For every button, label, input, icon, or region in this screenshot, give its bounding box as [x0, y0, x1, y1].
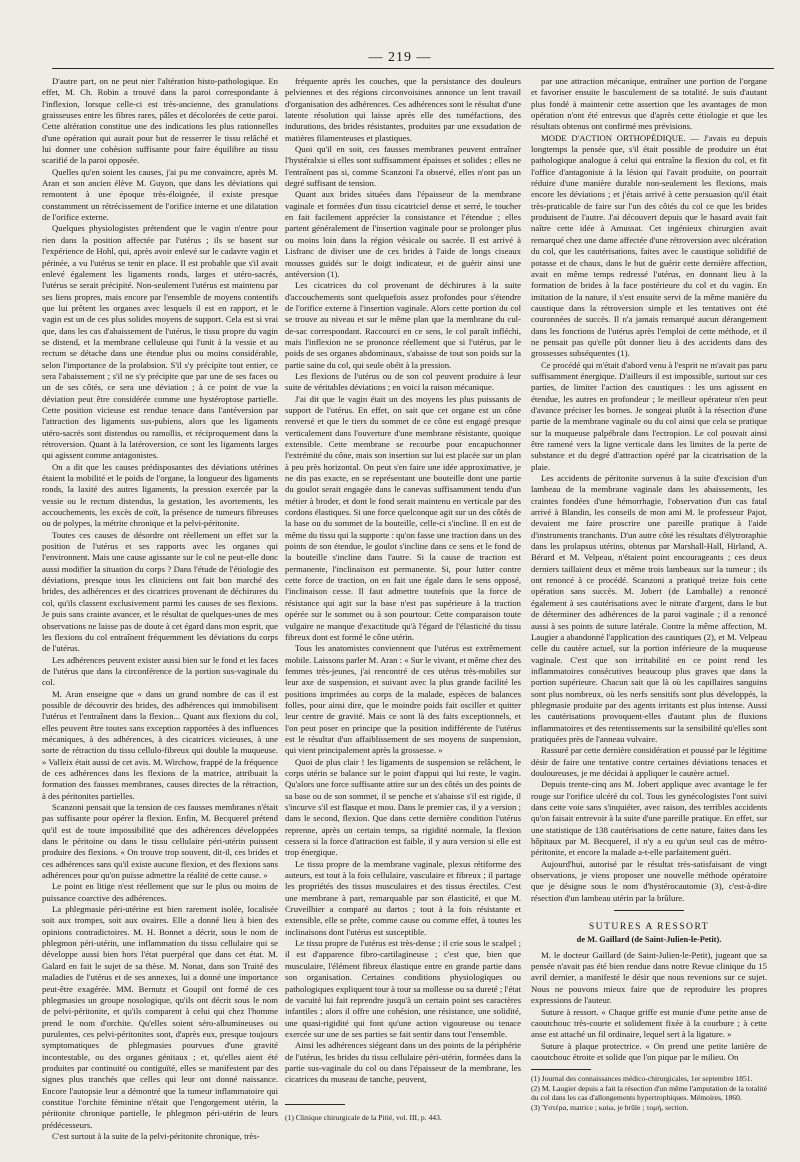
- column-left: [42, 76, 278, 1141]
- paragraph: C'est surtout à la suite de la pelvi-péritonite chronique, très-: [52, 1130, 260, 1141]
- paragraph: On a dit que les causes prédisposantes des déviations utérines étaient la mobilité et le poids de l'organe, la longueur des ligaments ronds, la laxité des autres ligaments, la pression exercée par la vessie ou le rectum distendus, la gestation, les avortements, les accouchements, les excès de coït, la présence de tumeurs fibreuses ou de polypes, la métrite chronique et la pelvi-péritonite.: [42, 461, 278, 529]
- paragraph: D'autre part, on ne peut nier l'altération histo-pathologique. En effet, M. Ch. Robin a trouvé dans la paroi correspondante à l'inflexion, lorsque celle-ci est très-ancienne, des granulations graisseuses entre les fibres rares, pâles et décolorées de cette paroi. Cette altération constitue une des indications les plus rationnelles d'une opération qui aurait pour but de resserrer le tissu relâché et lui donner une cohésion suffisante pour faire équilibre au tissu scarifié de la paroi opposée.: [42, 76, 278, 166]
- paragraph: Quoi de plus clair ! les ligaments de suspension se relâchent, le corps utérin se balance sur le point d'appui qui lui reste, le vagin. Qu'alors une force suffisante attire sur un des côtés un des points de sa base ou de son sommet, il se penche et s'abaisse s'il est rigide, il s'incurve s'il est flasque et mou. Dans le premier cas, il y a version ; dans le second, flexion. Que dans cette dernière condition l'utérus reprenne, après un certain temps, sa rigidité normale, la flexion cessera si la force d'attraction est faible, il y aura version si elle est trop énergique.: [285, 756, 521, 858]
- paragraph: Scanzoni pensait que la tension de ces fausses membranes n'était pas suffisante pour opérer la flexion. Enfin, M. Becquerel prétend qu'il est de toute impossibilité que des adhérences développées dans le péritoine ou dans le tissu cellulaire péri-utérin puissent produire des flexions. « On trouve trop souvent, dit-il, ces brides et ces adhérences sans qu'il existe aucune flexion, et des flexions sans adhérences pour qu'on puisse admettre la réalité de cette cause. »: [42, 802, 278, 881]
- footnote: (2) M. Laugier depuis a fait la résection d'un même l'amputation de la totalité du col dans les cas d'allongements hypertrophiques. Mémoires, 1860.: [531, 1083, 767, 1103]
- footnote: (1) Clinique chirurgicale de la Pitié, vol. III, p. 443.: [285, 1112, 442, 1122]
- footnote-block-middle: [285, 1098, 521, 1130]
- paragraph: Quelques physiologistes prétendent que le vagin n'entre pour rien dans la position affectée par l'utérus ; ils se basent sur l'expérience de Hohl, qui, après avoir enlevé sur le cadavre vagin et périnée, a vu l'utérus se tenir en place. Il est probable que s'il avait enlevé également les ligaments ronds, larges et utéro-sacrés, l'utérus se serait précipité. Non-seulement l'utérus est maintenu par ses liens propres, mais encore par l'ensemble de moyens contentifs que lui prêtent les organes avec lesquels il est en rapport, et le vagin est un de ces plus solides moyens de support. Cela est si vrai que, dans les cas d'abaissement de l'utérus, le tissu propre du vagin se distend, et la membrane celluleuse qui l'unit à la vessie et au rectum se détache dans une étendue plus ou moins considérable, selon l'importance de la prolabsion. S'il s'y précipite tout entier, ce sera l'abaissement ; s'il ne s'y précipite que par une de ses faces ou un de ses côtés, ce sera une déviation ; à ce point de vue la déviation peut être considérée comme une hystéroptose partielle. Cette position vicieuse est rendue tenace dans l'antéversion par l'attraction des ligaments sus-pubiens, alors que les ligaments utéro-sacrés sont distendus ou ramollis, et réciproquement dans la rétroversion. Quant à la latéroversion, ce sont les ligaments larges qui agissent comme antagonistes.: [42, 223, 278, 461]
- paragraph: Tous les anatomistes conviennent que l'utérus est extrêmement mobile. Laissons parler M. Aran : « Sur le vivant, et même chez des femmes très-jeunes, j'ai rencontré de ces utérus très-mobiles sur leur axe de suspension, et suivant avec la plus grande facilité les positions imprimées au corps de la malade, espèces de balances folles, pour ainsi dire, que le moindre poids fait osciller et quitter leur centre de gravité. Mais ce sont là des faits exceptionnels, et l'on peut poser en principe que la position indifférente de l'utérus est le résultat d'un affaiblissement de ses moyens de suspension, qui vient principalement après la grossesse. »: [285, 643, 521, 756]
- paragraph: Le point en litige n'est réellement que sur le plus ou moins de puissance coarctive des adhérences.: [42, 881, 278, 903]
- header-rule: [52, 68, 774, 69]
- paragraph: Rassuré par cette dernière considération et poussé par le légitime désir de faire une tentative contre certaines déviations tenaces et douloureuses, je me décidai à appliquer le cautère actuel.: [531, 745, 767, 778]
- paragraph: Les cicatrices du col provenant de déchirures à la suite d'accouchements sont quelquefois assez profondes pour s'étendre de l'orifice externe à l'insertion vaginale. Alors cette portion du col se trouve au niveau et sur le même plan que la membrane du cul-de-sac correspondant. Raccourci en ce sens, le col paraît infléchi, mais l'inflexion ne se prononce réellement que si l'utérus, par le poids de ses organes abdominaux, s'abaisse de tout son poids sur la partie saine du col, qui seule obéit à la pression.: [285, 280, 521, 370]
- footnote: (1) Journal des connaissances médico-chirurgicales, 1er septembre 1851.: [531, 1074, 753, 1084]
- paragraph: Quant aux brides situées dans l'épaisseur de la membrane vaginale et formées d'un tissu cicatriciel dense et serré, le toucher en fait facilement apprécier la consistance et l'étendue ; elles partent généralement de l'insertion vaginale pour se prolonger plus ou moins loin dans la région vésicale ou sacrée. Il est arrivé à Lisfranc de diviser une de ces brides à l'aide de longs ciseaux mousses guidés sur le doigt indicateur, et de guérir ainsi une antéversion (1).: [285, 189, 521, 279]
- paragraph: Suture à ressort. « Chaque griffe est munie d'une petite anse de caoutchouc très-courte et solidement fixée à la courbure ; à cette anse est attaché un fil ordinaire, lequel sert à la ligature. »: [531, 1006, 767, 1040]
- paragraph: Quoi qu'il en soit, ces fausses membranes peuvent entraîner l'hystéralxie si elles sont suffisamment épaisses et solides ; elles ne l'entraînent pas si, comme Scanzoni l'a observé, elles n'ont pas un degré suffisant de tension.: [285, 144, 521, 189]
- column-middle: [285, 76, 521, 1085]
- paragraph: Suture à plaque protectrice. « On prend une petite lanière de caoutchouc étroite et solide que l'on pique par le milieu. On: [531, 1040, 767, 1062]
- paragraph: Les flexions de l'utérus ou de son col peuvent produire à leur suite de véritables déviations ; en voici la raison mécanique.: [285, 370, 521, 393]
- section-divider: [614, 910, 684, 911]
- paragraph: Les accidents de péritonite survenus à la suite d'excision d'un lambeau de la membrane vaginale dans les abaissements, les craintes fondées d'une hémorrhagie, l'observation d'un cas fatal arrivé à Blandin, les conseils de mon ami M. le professeur Pajot, devaient me faire proscrire une pareille pratique à l'aide d'instruments tranchants. D'un autre côté les résultats d'élytroraphie dans les prolapsus utérins, obtenus par Marshall-Hall, Hirland, A. Bérard et M. Velpeau, n'étaient point encourageants ; ces deux derniers taillaient deux et même trois lambeaux sur la tumeur ; ils ont renoncé à ce procédé. Scanzoni a pratiqué treize fois cette opération sans succès. M. Jobert (de Lamballe) a renoncé également à ses cautérisations avec le nitrate d'argent, dans le but de déterminer des adhérences de la paroi vaginale ; il a renoncé aussi à ses points de suture latérale. Contre la même affection, M. Laugier a abandonné l'application des caustiques (2), et M. Velpeau celle du cautère actuel, sur la portion inférieure de la muqueuse vaginale. C'est que son irritabilité en ce point rend les inflammatoires consécutives beaucoup plus graves que dans la portion supérieure. Chacun sait que là où les capillaires sanguins sont plus nombreux, où les nerfs sensitifs sont plus développés, la phlegmasie produite par des agents irritants est plus intense. Aussi les cautérisations provoquent-elles d'autant plus de fluxions inflammatoires et des retentissements sur la sensibilité qu'elles sont pratiquées près de l'anneau vulvaire.: [531, 473, 767, 744]
- footnote-rule: [285, 1104, 345, 1105]
- paragraph: Les adhérences peuvent exister aussi bien sur le fond et les faces de l'utérus que dans la circonférence de la portion sus-vaginale du col.: [42, 654, 278, 688]
- paragraph: Ce procédé qui m'était d'abord venu à l'esprit ne m'avait pas paru suffisamment énergique. D'ailleurs il est impossible, surtout sur ces parties, de limiter l'action des caustiques : les uns agissent en étendue, les autres en profondeur ; le meilleur opérateur n'en peut d'avance préciser les bornes. Je songeai plutôt à la résection d'une partie de la membrane vaginale ou du col ainsi que cela se pratique sur la muqueuse palpébrale dans l'ectropion. Le col pouvait ainsi être ramené vers la ligne verticale dans les limites de la perte de substance et du degré d'attraction opéré par la cicatrisation de la plaie.: [531, 359, 767, 472]
- footnote: (3) Ὑστέρα, matrice ; καίω, je brûle ; τομή, section.: [531, 1102, 689, 1112]
- section-heading: SUTURES A RESSORT: [588, 921, 710, 933]
- paragraph: par une attraction mécanique, entraîner une portion de l'organe et favoriser ensuite le basculement de sa totalité. Je suis d'autant plus fondé à maintenir cette assertion que les avantages de mon opération n'ont été entrevus que d'après cette étiologie et que les résultats obtenus ont confirmé mes prévisions.: [531, 76, 767, 132]
- paragraph: M. Aran enseigne que « dans un grand nombre de cas il est possible de découvrir des brides, des adhérences qui immobilisent l'utérus et l'entraînent dans la flexion... Quant aux flexions du col, elles peuvent être toutes sans exception rapportées à des influences mécaniques, à des adhérences, à des cicatrices vicieuses, à une sorte de rétraction du tissu cellulo-fibreux qui double la muqueuse. » Valleix était aussi de cet avis. M. Wirchow, frappé de la fréquence de ces adhérences dans les flexions de la matrice, attribuait la formation des fausses membranes, causes directes de la rétraction, à des péritonites partielles.: [42, 688, 278, 801]
- paragraph: J'ai dit que le vagin était un des moyens les plus puissants de support de l'utérus. En effet, on sait que cet organe est un cône renversé et que le tiers du sommet de ce cône est engagé presque verticalement dans l'ouverture d'une membrane résistante, quoique extensible. Cette membrane se recourbe pour encapuchonner l'extrémité du cône, mais son insertion sur lui est placée sur un plan à peu près horizontal. On peut s'en faire une idée approximative, je ne dis pas exacte, en se représentant une bouteille dont une partie du goulot serait engagée dans le canevas suffisamment tendu d'un métier à broder, et dont le fond serait maintenu en verticale par des cordons élastiques. Si une force quelconque agit sur un des côtés de la base ou du sommet de la bouteille, celle-ci s'incline. Il en est de même du tissu qui la supporte : qu'on fasse une traction dans un des points de son étendue, le goulot s'incline dans ce sens et le fond de la bouteille s'incline dans l'autre. Si la cause de traction est permanente, l'inclinaison est permanente. Si, pour lutter contre cette force de traction, on en fait une égale dans le sens opposé, l'inclinaison cesse. Il faut admettre toutefois que la force de résistance qui agit sur la base n'est pas supérieure à la traction opérée sur le sommet ou à son pourtour. Cette comparaison toute vulgaire ne manque d'exactitude qu'à l'égard de l'élasticité du tissu fibreux dont est formé le cône utérin.: [285, 393, 521, 642]
- paragraph: Depuis trente-cinq ans M. Jobert applique avec avantage le fer rouge sur l'orifice ulcéré du col. Tous les gynécologistes l'ont suivi dans cette voie sans s'inquiéter, avec raison, des terribles accidents qu'on faisait entrevoir à la suite d'une pareille pratique. En effet, sur une statistique de 138 cautérisations de cette nature, faites dans les hôpitaux par M. Becquerel, il n'y a eu qu'un seul cas de métro-péritonite, et encore la malade a-t-elle parfaitement guéri.: [531, 779, 767, 858]
- paragraph: La phlegmasie péri-utérine est bien rarement isolée, localisée soit aux trompes, soit aux ovaires. Elle a donné lieu à bien des opinions contradictoires. M. H. Bonnet a décrit, sous le nom de phlegmon péri-utérin, une inflammation du tissu cellulaire qui se développe aussi bien hors l'état puerpéral que dans cet état. M. Galard en fait le sujet de sa thèse. M. Nonat, dans son Traité des maladies de l'utérus et de ses annexes, lui a donné une importance peut-être exagérée. MM. Bernutz et Goupil ont formé de ces phlegmasies un groupe nosologique, qu'ils ont décrit sous le nom de pelvi-péritonite, et qu'ils comparent à celui qui chez l'homme prend le nom d'orchite. Qu'elles soient séro-albumineuses ou purulentes, ces pelvi-péritonites sont, d'après eux, presque toujours symptomatiques de phlegmasies pourvues d'une gravité incontestable, ou des organes génitaux ; et, qu'elles aient été produites par continuité ou contiguïté, elles se manifestent par des signes plus tranchés que celles qui leur ont donné naissance. Encore l'autopsie leur a démontré que la tumeur inflammatoire qui constitue l'orchite féminine n'était que l'engorgement utérin, la péritonite chronique partielle, le phlegmon péri-utérin de leurs prédécesseurs.: [42, 904, 278, 1130]
- section-subheading: de M. Gaillard (de Saint-Julien-le-Petit).: [576, 935, 722, 945]
- paragraph: MODE D'ACTION ORTHOPÉDIQUE. — J'avais eu depuis longtemps la pensée que, s'il était possible de produire un état pathologique analogue à celui qui entraîne la flexion du col, et fit l'office d'antagoniste à la lésion qui l'avait produite, on pourrait réduire d'une manière durable non-seulement les flexions, mais encore les déviations ; et j'étais arrivé à cette persuasion qu'il était très-praticable de faire sur l'un des côtés du col ce que les brides produisent de l'autre. J'ai découvert depuis que le hasard avait fait naître cette idée à Amussat. Cet ingénieux chirurgien avait remarqué chez une dame affectée d'une rétroversion avec ulcération du col, que les cautérisations, faites avec le caustique solidifié de potasse et de chaux, dans le but de guérir cette dernière affection, avait en même temps redressé l'utérus, en donnant lieu à la formation de brides à la face postérieure du col et du vagin. En imitation de la nature, il s'est ensuite servi de la même manière du caustique dans la rétroversion simple et les tentatives ont été couronnées de succès. Il n'a jamais remarqué aucun dérangement dans les fonctions de l'utérus après l'emploi de cette méthode, et il ne pensait pas qu'elle pût donner lieu à des accidents dans des grossesses subséquentes (1).: [531, 132, 767, 359]
- footnote-rule: [531, 1069, 591, 1070]
- page-number: — 219 —: [368, 50, 432, 65]
- paragraph: M. le docteur Gaillard (de Saint-Julien-le-Petit), jugeant que sa pensée n'avait pas été bien rendue dans notre Revue clinique du 15 avril dernier, a manifesté le désir que nous revenions sur ce sujet. Nous ne pouvons mieux faire que de reproduire les propres expressions de l'auteur.: [531, 949, 767, 1006]
- paragraph: Le tissu propre de l'utérus est très-dense ; il crie sous le scalpel ; il est d'apparence fibro-cartilagineuse ; c'est que, bien que musculaire, l'élément fibreux élastique entre en grande partie dans son organisation. Certaines conditions physiologiques ou pathologiques expliquent tour à tour sa mollesse ou sa dureté ; l'état de vacuité lui fait reprendre jusqu'à un certain point ses caractères infantiles ; alors il offre une cohésion, une résistance, une solidité, une quasi-rigidité qui font qu'une action vigoureuse ou tenace exercée sur une de ses parties se fait sentir dans tout l'ensemble.: [285, 938, 521, 1039]
- paragraph: Le tissu propre de la membrane vaginale, plexus rétiforme des auteurs, est tout à la fois cellulaire, vasculaire et fibreux ; il partage les propriétés des tissus musculaires et des tissus érectiles. C'est une membrane à part, remarquable par son élasticité, et que M. Cruveilhier a comparé au dartos ; tout à la fois résistante et extensible, elle se prête, comme cause ou comme effet, à toutes les inclinaisons dont l'utérus est susceptible.: [285, 858, 521, 937]
- column-right: [531, 76, 767, 1126]
- paragraph: fréquente après les couches, que la persistance des douleurs pelviennes et des régions circonvoisines annonce un lent travail d'organisation des adhérences. Ces adhérences sont le résultat d'une latente résolution qui laisse après elle des tuméfactions, des indurations, des brides résistantes, produites par une exsudation de matières filamenteuses et plastiques.: [285, 76, 521, 143]
- paragraph: Ainsi les adhérences siégeant dans un des points de la périphérie de l'utérus, les brides du tissu cellulaire péri-utérin, formées dans la partie sus-vaginale du col ou dans l'épaisseur de la membrane, les cicatrices du museau de tanche, peuvent,: [285, 1040, 521, 1085]
- paragraph: Toutes ces causes de désordre ont réellement un effet sur la position de l'utérus et ses rapports avec les organes qui l'environnent. Mais une cause agissante sur le col ne peut-elle donc aussi modifier la situation du corps ? Dans l'étude de l'étiologie des déviations, presque tous les cliniciens ont fait bon marché des brides, des adhérences et des cicatrices provenant de déchirures du col, qu'ils classent exclusivement parmi les causes de ses flexions. Je puis sans crainte avancer, et le résultat de quelques-unes de mes observations ne laisse pas de doute à cet égard dans mon esprit, que les flexions du col entraînent fréquemment les déviations du corps de l'utérus.: [42, 529, 278, 654]
- paragraph: Quelles qu'en soient les causes, j'ai pu me convaincre, après M. Aran et son ancien élève M. Guyon, que dans les déviations qui remontent à une époque très-éloignée, il existe presque constamment un rétrécissement de l'orifice interne et une dilatation de l'orifice externe.: [42, 166, 278, 223]
- paragraph: Aujourd'hui, autorisé par le résultat très-satisfaisant de vingt observations, je viens proposer une nouvelle méthode opératoire que je désigne sous le nom d'hystérocautomie (3), c'est-à-dire résection d'un lambeau utérin par la brûlure.: [531, 858, 767, 903]
